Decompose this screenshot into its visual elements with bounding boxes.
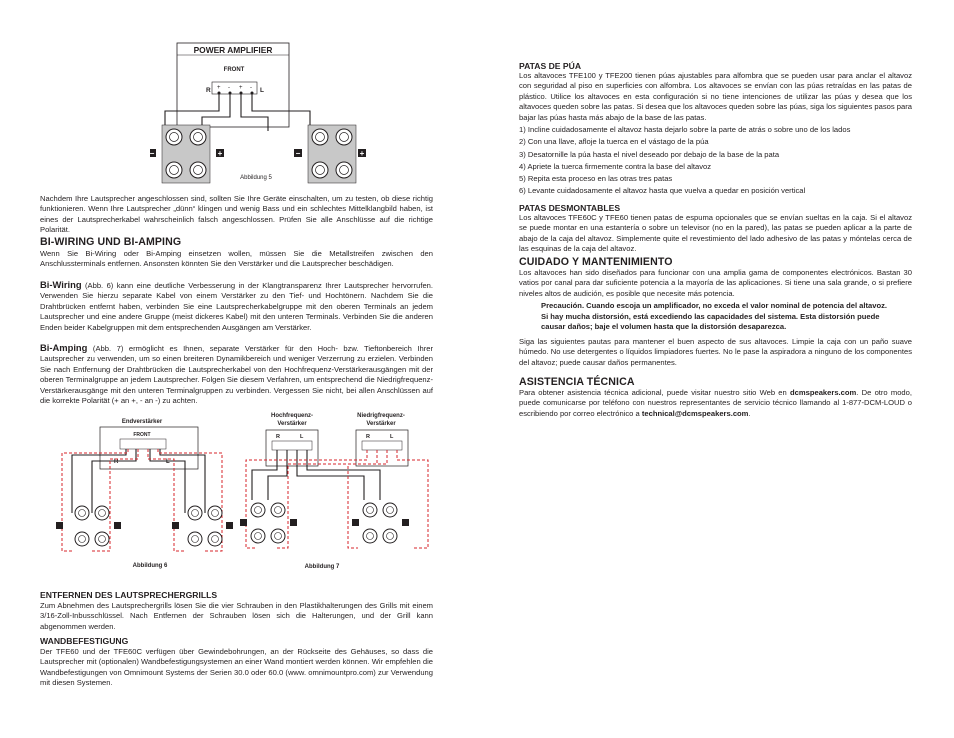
fig5-l-label: L [260, 87, 264, 94]
fig7-hf-l: L [300, 434, 304, 440]
biamping-text: (Abb. 7) ermöglicht es Ihnen, separate Verstärker für den Hoch- bzw. Tieftonbereich Ihrer Lautsprecher zu verwenden, um so einen breiteren Dynamikbereich und weniger Verzerrung zu erzielen. Verbinden Sie nach Entfernung der Drahtbrücken die Lautsprecherkabel von den Hochfrequenz-Verstärkerausgängen mit der oberen Terminalgruppe an jedem Lautsprecher. Folgen Sie diesem Verfahren, um entsprechend die Niedrigfrequenz-Verstärkerausgänge mit den unteren Terminalgruppen zu verbinden. Vergessen Sie nicht, bei allen Anschlüssen auf die korrekte Polarität (+ an +, - an -) zu achten. [40, 344, 433, 406]
removable-feet-heading: PATAS DESMONTABLES [519, 203, 621, 213]
fig5-amp-title: POWER AMPLIFIER [193, 45, 273, 55]
fig5-minus-2: - [250, 85, 252, 91]
support-heading: ASISTENCIA TÉCNICA [519, 376, 635, 388]
fig7-lf-label-2: Verstärker [366, 421, 396, 427]
care-heading: CUIDADO Y MANTENIMIENTO [519, 256, 673, 268]
fig6-amp-label: Endverstärker [121, 419, 163, 425]
spikes-step-4: 4) Apriete la tuerca firmemente contra la base del altavoz [519, 162, 712, 171]
figure-6-diagram [50, 413, 250, 573]
fig6-r-label: R [114, 459, 119, 465]
spikes-step-2: 2) Con una llave, afloje la tuerca en el vástago de la púa [519, 137, 709, 146]
fig5-minus-1: - [228, 85, 230, 91]
biwiring-lead: Bi-Wiring [40, 279, 82, 290]
spikes-step-5: 5) Repita esta proceso en las otras tres patas [519, 174, 673, 183]
support-text-2: . De otro modo, puede comunicarse por teléfono con nuestros representantes de servicio técnico llamando al 1-877-DCM-LOUD o escribiendo por correo electrónico a [519, 388, 912, 418]
fig7-lf-l: L [390, 434, 394, 440]
care-paragraph: Los altavoces han sido diseñados para funcionar con una amplia gama de componentes electrónicos. Bastan 30 vatios por canal para dar suficiente potencia a la mayoría de las aplicaciones. Si tiene una sala grande, o si prefiere niveles altos de audición, es posible que necesite más potencia. [519, 268, 912, 298]
biwiring-paragraph [40, 280, 433, 333]
spikes-paragraph: Los altavoces TFE100 y TFE200 tienen púas ajustables para alfombra que se pueden usar para anclar el altavoz con seguridad al piso en superficies con alfombra. Los altavoces se envían con las púas retraídas en las patas de plástico. Utilice los altavoces en esta configuración si no tiene intenciones de utilizar las púas y desea que los altavoces queden sobre las patas. Si desea que los altavoces queden sobre las púas, siga los siguientes pasos para bajar las púas hasta más abajo de la base de las patas. [519, 71, 912, 122]
fig7-hf-r: R [276, 434, 280, 440]
support-text-3: . [748, 408, 751, 418]
fig5-caption: Abbildung 5 [240, 175, 272, 181]
spikes-heading: PATAS DE PÚA [519, 61, 582, 71]
fig5-plus-2: + [239, 85, 243, 91]
fig5-terminal-plus-left: + [217, 149, 223, 158]
spikes-step-6: 6) Levante cuidadosamente el altavoz hasta que vuelva a quedar en posición vertical [519, 186, 806, 195]
fig5-front-label: FRONT [223, 67, 245, 73]
wall-mount-paragraph: Der TFE60 und der TFE60C verfügen über Gewindebohrungen, an der Rückseite des Gehäuses, so dass die Lautsprecher mit (optionalen) Wandbefestigungsystemen an einer Wand montiert werden können. Wir empfehlen die Wandbefestigungen von Omnimount Systems der Serien 30.0 oder 60.0 (www. omnimountpro.com) zur Verwendung mit diesen Systemen. [40, 647, 433, 688]
fig7-hf-label-1: Hochfrequenz- [271, 413, 313, 419]
support-text-1: Para obtener asistencia técnica adicional, puede visitar nuestro sitio Web en [519, 388, 790, 397]
fig5-r-label: R [206, 87, 211, 94]
biwiring-heading: BI-WIRING UND BI-AMPING [40, 236, 182, 248]
wall-mount-heading: WANDBEFESTIGUNG [40, 636, 129, 646]
biwiring-text: (Abb. 6) kann eine deutliche Verbesserung in der Klangtransparenz Ihrer Lautsprecher hervorrufen. Verwenden Sie hierzu separate Kabel von einem Verstärker zu den Tief- und Hochtönern. Nachdem Sie die Drahtbrücken entfernt haben, verbinden Sie eine Lautsprecherkabelgruppe mit den oberen Terminals an jedem Lautsprecher und eine andere Gruppe (meist dickeres Kabel) mit den unteren Terminals. Verbinden Sie die anderen Enden beider Kabelgruppen mit dem entsprechenden Ausgängen am Verstärker. [40, 281, 433, 332]
support-email-link[interactable]: technical@dcmspeakers.com [641, 408, 749, 418]
fig5-plus-1: + [217, 85, 221, 91]
fig6-l-label: L [166, 459, 170, 465]
support-website-link[interactable]: dcmspeakers.com [790, 388, 857, 397]
fig7-caption: Abbildung 7 [304, 564, 340, 570]
figure-7-diagram [240, 408, 436, 573]
care-paragraph-2: Siga las siguientes pautas para mantener el buen aspecto de sus altavoces. Limpie la caja con un paño suave húmedo. No use detergentes o líquidos limpiadores fuertes. No le pase la aspiradora a ninguno de los componentes del altavoz; puede causar daños permanentes. [519, 337, 912, 367]
fig5-terminal-plus-right: + [359, 149, 365, 158]
fig5-terminal-minus-right: − [295, 149, 301, 158]
fig7-lf-label-1: Niedrigfrequenz- [357, 413, 405, 419]
grills-heading: ENTFERNEN DES LAUTSPRECHERGRILLS [40, 590, 218, 600]
spikes-step-3: 3) Desatornille la púa hasta el nivel deseado por debajo de la base de la pata [519, 150, 780, 159]
fig6-front-label: FRONT [133, 432, 151, 438]
figure-5-diagram [150, 39, 380, 189]
biwiring-intro: Wenn Sie Bi-Wiring oder Bi-Amping einsetzen wollen, müssen Sie die Metallstreifen zwischen den Anschlussterminals entfernen. Ansonsten könnten Sie den Verstärker und die Lautsprecher beschädigen. [40, 249, 433, 269]
fig5-terminal-minus-left: − [150, 149, 155, 158]
fig6-caption: Abbildung 6 [132, 563, 168, 569]
support-paragraph [519, 388, 912, 419]
biamping-paragraph [40, 343, 433, 406]
intro-paragraph: Nachdem Ihre Lautsprecher angeschlossen sind, sollten Sie Ihre Geräte einschalten, um zu testen, ob diese richtig funktionieren. Wenn Ihre Lautsprecher „dünn“ klingen und wenig Bass und ein schlechtes Mittelklangbild haben, ist eines der Lautsprecherkabel wahrscheinlich falsch angeschlossen. Prüfen Sie alle Anschlüsse auf die richtige Polarität. [40, 194, 433, 235]
warning-note: Precaución. Cuando escoja un amplificador, no exceda el valor nominal de potencia del altavoz. Si hay mucha distorsión, está excediendo las capacidades del sistema. Esta distorsión puede causar daños; baje el volumen hasta que la distorsión desaparezca. [541, 301, 888, 332]
grills-paragraph: Zum Abnehmen des Lautsprechergrills lösen Sie die vier Schrauben in den Plastikhalterungen des Grills mit einem 3/16-Zoll-Inbusschlüssel. Nach Entfernen der Schrauben lösen sich die Halterungen, und der Grill kann abgenommen werden. [40, 601, 433, 631]
fig7-lf-r: R [366, 434, 370, 440]
biamping-lead: Bi-Amping [40, 342, 88, 353]
fig7-hf-label-2: Verstärker [277, 421, 307, 427]
removable-feet-paragraph: Los altavoces TFE60C y TFE60 tienen patas de espuma opcionales que se envían sueltas en la caja. Si el altavoz se puede montar en una estantería o sobre un televisor (no en la pared), las patas se pueden aplicar a la parte de abajo de la caja del altavoz. Simplemente quite el revestimiento del lado adhesivo de las patas y móntelas cerca de las esquinas de la caja del altavoz. [519, 213, 912, 254]
spikes-step-1: 1) Incline cuidadosamente el altavoz hasta dejarlo sobre la parte de atrás o sobre uno de los lados [519, 125, 851, 134]
